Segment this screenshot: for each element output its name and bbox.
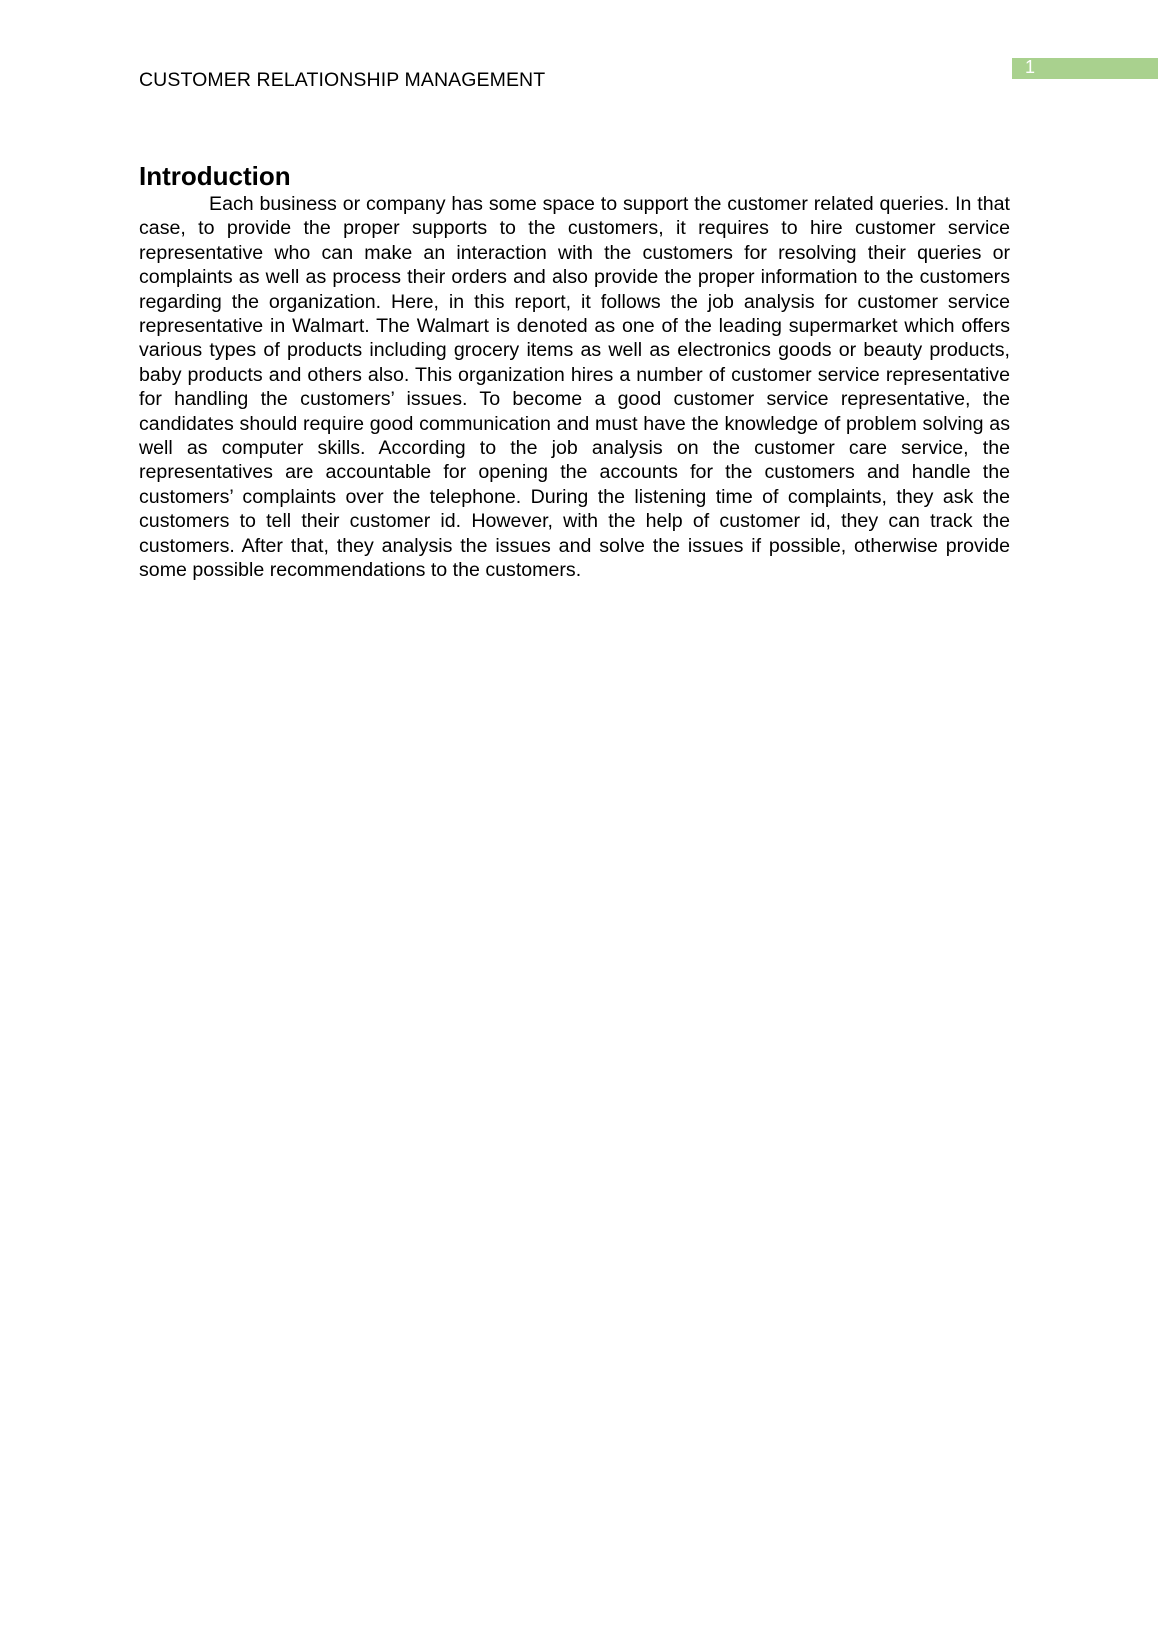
page-number: 1	[1025, 57, 1036, 77]
page-number-badge	[1012, 58, 1158, 79]
body-paragraph: Each business or company has some space to support the customer related queries. In that case, to provide the proper supports to the customers, it requires to hire customer service representative who can make an interaction with the customers for resolving their queries or complaints as well as process their orders and also provide the proper information to the customers regarding the organization. Here, in this report, it follows the job analysis for customer service representative in Walmart. The Walmart is denoted as one of the leading supermarket which offers various types of products including grocery items as well as electronics goods or beauty products, baby products and others also. This organization hires a number of customer service representative for handling the customers’ issues. To become a good customer service representative, the candidates should require good communication and must have the knowledge of problem solving as well as computer skills. According to the job analysis on the customer care service, the representatives are accountable for opening the accounts for the customers and handle the customers’ complaints over the telephone. During the listening time of complaints, they ask the customers to tell their customer id. However, with the help of customer id, they can track the customers. After that, they analysis the issues and solve the issues if possible, otherwise provide some possible recommendations to the customers.	[139, 193, 1010, 582]
section-heading: Introduction	[139, 161, 291, 191]
running-header-title: CUSTOMER RELATIONSHIP MANAGEMENT	[139, 69, 546, 91]
introduction-section	[139, 160, 1010, 583]
document-body	[139, 160, 1010, 583]
